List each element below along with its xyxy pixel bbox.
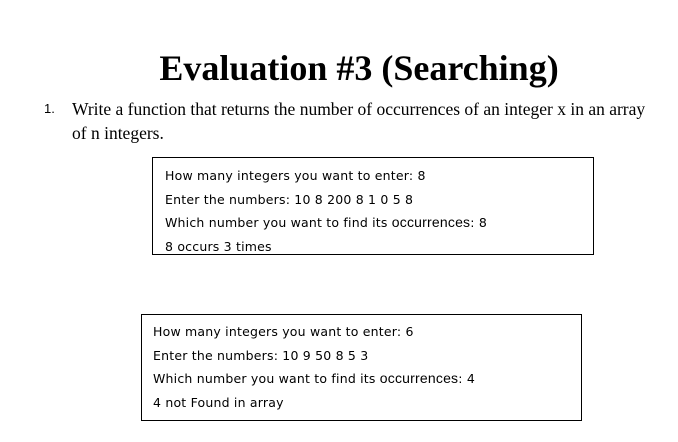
occurrences-word: occurrences xyxy=(391,214,471,230)
occurrences-word: occurrences xyxy=(379,370,459,386)
example-output-box-1 xyxy=(152,157,594,255)
result-line: 8 occurs 3 times xyxy=(165,238,272,254)
enter-numbers-line: Enter the numbers: 10 8 200 8 1 0 5 8 xyxy=(165,191,414,207)
result-line: 4 not Found in array xyxy=(153,394,284,410)
which-number-prefix: Which number you want to find its xyxy=(165,215,392,230)
page-title: Evaluation #3 (Searching) xyxy=(159,48,559,88)
question-text: Write a function that returns the number of occurrences of an integer x in an array of n integers. xyxy=(72,99,646,143)
enter-numbers-line: Enter the numbers: 10 9 50 8 5 3 xyxy=(153,347,369,363)
prompt-count-line: How many integers you want to enter: 8 xyxy=(165,168,426,183)
question-number: 1. xyxy=(44,101,55,116)
which-number-line xyxy=(165,211,593,235)
which-number-suffix: : 8 xyxy=(470,215,488,230)
which-number-suffix: : 4 xyxy=(458,371,476,386)
example-output-box-2 xyxy=(141,314,582,421)
which-number-line xyxy=(153,367,581,391)
prompt-count-line: How many integers you want to enter: 6 xyxy=(153,324,414,339)
which-number-prefix: Which number you want to find its xyxy=(153,371,380,386)
